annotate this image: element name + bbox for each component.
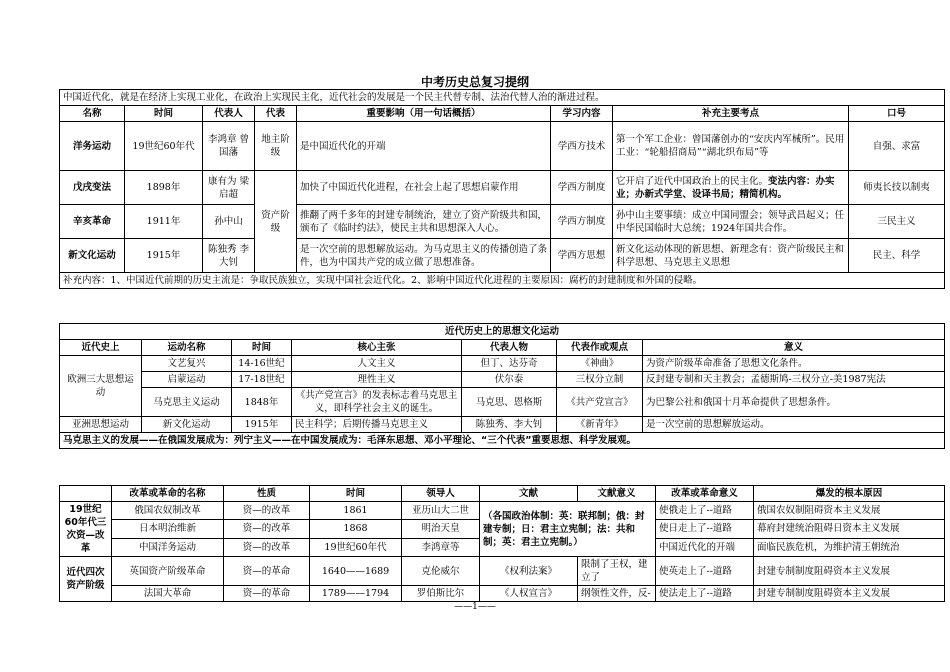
- row-learn: 学西方思想: [551, 239, 613, 273]
- group-label: 近代四次资产阶级: [60, 557, 112, 602]
- col-header: 文献意义: [578, 486, 656, 502]
- row-impact: 是中国近代化的开端: [297, 122, 551, 171]
- col-header: 时间: [125, 106, 203, 122]
- col-header: 近代史上: [60, 340, 142, 356]
- row-doc-meaning: 纲领性文件，反-: [578, 586, 656, 602]
- group-label: 19世纪60年代三次资—改革: [60, 502, 112, 557]
- col-header: 代表: [255, 106, 297, 122]
- row-learn: 学西方制度: [551, 171, 613, 205]
- col-header: 代表人: [203, 106, 255, 122]
- row-name: 辛亥革命: [60, 205, 125, 239]
- row-name: 俄国农奴制改革: [112, 502, 224, 520]
- row-name: 文艺复兴: [142, 356, 232, 372]
- thought-movements-table: [59, 323, 945, 449]
- row-nature: 资—的革命: [224, 557, 310, 586]
- table-row: [60, 239, 945, 273]
- col-header: 核心主张: [292, 340, 462, 356]
- row-people: 但丁、达芬奇: [462, 356, 557, 372]
- row-cause: 封建专制制度阻碍资本主义发展: [754, 557, 945, 586]
- table-row: [60, 417, 945, 433]
- col-header: 改革或革命的名称: [112, 486, 224, 502]
- row-nature: 资—的改革: [224, 520, 310, 538]
- table-row: [60, 388, 945, 417]
- table-row: [60, 356, 945, 372]
- row-learn: 学西方制度: [551, 205, 613, 239]
- row-leader: 亚历山大二世: [402, 502, 480, 520]
- row-cause: 面临民族危机，为维护清王朝统治: [754, 538, 945, 556]
- row-people: 伏尔泰: [462, 372, 557, 388]
- table-row: [60, 205, 945, 239]
- row-people: 李鸿章 曾国藩: [203, 122, 255, 171]
- notes-text: 它开启了近代中国政治上的民主化。: [616, 175, 769, 187]
- row-time: 1868: [310, 520, 402, 538]
- col-header: 学习内容: [551, 106, 613, 122]
- col-header: 名称: [60, 106, 125, 122]
- col-header: 性质: [224, 486, 310, 502]
- row-core: 民主科学；后期传播马克思主义: [292, 417, 462, 433]
- row-name: 日本明治维新: [112, 520, 224, 538]
- row-time: 1848年: [232, 388, 292, 417]
- row-learn: 学西方技术: [551, 122, 613, 171]
- supplement-text: 补充内容：1、中国近代前期的历史主流是：争取民族独立，实现中国社会近代化。2、影响中国近代化进程的主要原因：腐朽的封建制度和外国的侵略。: [60, 273, 945, 289]
- table-row: [60, 586, 945, 602]
- col-header: 运动名称: [142, 340, 232, 356]
- row-slogan: 师夷长技以制夷: [849, 171, 945, 205]
- col-header: 意义: [643, 340, 945, 356]
- row-work: 《共产党宣言》: [557, 388, 643, 417]
- table-header-row: [60, 486, 945, 502]
- row-leader: 克伦威尔: [402, 557, 480, 586]
- row-name: 英国资产阶级革命: [112, 557, 224, 586]
- row-time: 14-16世纪: [232, 356, 292, 372]
- col-header: 领导人: [402, 486, 480, 502]
- col-header: 重要影响（用一句话概括）: [297, 106, 551, 122]
- col-header: 代表人物: [462, 340, 557, 356]
- row-meaning: 使法走上了--道路: [656, 586, 754, 602]
- row-work: 《神曲》: [557, 356, 643, 372]
- group-label: 亚洲思想运动: [60, 417, 142, 433]
- col-header: 补充主要考点: [613, 106, 849, 122]
- row-name: 马克思主义运动: [142, 388, 232, 417]
- row-impact: 是一次空前的思想解放运动。为马克思主义的传播创造了条件，也为中国共产党的成立做了思想准备。: [297, 239, 551, 273]
- row-doc-meaning: 限制了王权，建立了: [578, 557, 656, 586]
- table-row: [60, 557, 945, 586]
- row-time: 1911年: [125, 205, 203, 239]
- notes-bold-text: 变法内容：办实业；办新式学堂、设译书局；精简机构。: [616, 175, 835, 200]
- row-leader: 李鸿章等: [402, 538, 480, 556]
- row-nature: 资—的改革: [224, 502, 310, 520]
- col-header: [60, 486, 112, 502]
- row-leader: 明治天皇: [402, 520, 480, 538]
- page-number: ——1——: [454, 602, 496, 612]
- row-nature: 资—的革命: [224, 586, 310, 602]
- row-docs: 《权利法案》: [480, 557, 578, 586]
- row-work: 《新青年》: [557, 417, 643, 433]
- row-cause: 幕府封建统治阻碍日资本主义发展: [754, 520, 945, 538]
- table-row: [60, 122, 945, 171]
- row-meaning: 使英走上了--道路: [656, 557, 754, 586]
- marxism-footer: 马克思主义的发展——在俄国发展成为：列宁主义——在中国发展成为：毛泽东思想、邓小平理论、“三个代表”重要思想、科学发展观。: [60, 433, 945, 449]
- row-meaning: 为资产阶级革命准备了思想文化条件。: [643, 356, 945, 372]
- row-name: 法国大革命: [112, 586, 224, 602]
- col-header: 爆发的根本原因: [754, 486, 945, 502]
- row-meaning: 中国近代化的开端: [656, 538, 754, 556]
- row-name: 戊戌变法: [60, 171, 125, 205]
- row-impact: 加快了中国近代化进程，在社会上起了思想启蒙作用: [297, 171, 551, 205]
- row-time: 17-18世纪: [232, 372, 292, 388]
- row-meaning: 使日走上了--道路: [656, 520, 754, 538]
- table-header-row: [60, 340, 945, 356]
- row-cause: 封建专制制度阻碍资本主义发展: [754, 586, 945, 602]
- table-row: [60, 372, 945, 388]
- row-impact: 推翻了两千多年的封建专制统治，建立了资产阶级共和国，颁布了《临时约法》，使民主共和思想深入人心。: [297, 205, 551, 239]
- row-slogan: 自强、求富: [849, 122, 945, 171]
- row-time: 1789——1794: [310, 586, 402, 602]
- row-name: 中国洋务运动: [112, 538, 224, 556]
- row-people: 康有为 梁启超: [203, 171, 255, 205]
- row-core: 理性主义: [292, 372, 462, 388]
- row-name: 洋务运动: [60, 122, 125, 171]
- col-header: 时间: [310, 486, 402, 502]
- col-header: 代表作或观点: [557, 340, 643, 356]
- row-core: 人文主义: [292, 356, 462, 372]
- row-time: 1640——1689: [310, 557, 402, 586]
- col-header: 时间: [232, 340, 292, 356]
- table-row: [60, 502, 945, 520]
- row-slogan: 三民主义: [849, 205, 945, 239]
- table-header-row: [60, 106, 945, 122]
- row-notes: [613, 171, 849, 205]
- col-header: 口号: [849, 106, 945, 122]
- col-header: 文献: [480, 486, 578, 502]
- row-time: 1915年: [125, 239, 203, 273]
- row-docs: 《人权宣言》: [480, 586, 578, 602]
- group-label: 欧洲三大思想运动: [60, 356, 142, 417]
- row-meaning: 使俄走上了--道路: [656, 502, 754, 520]
- row-cause: 俄国农奴制阻碍资本主义发展: [754, 502, 945, 520]
- row-notes: 第一个军工企业：曾国藩创办的“安庆内军械所”。民用工业：“轮船招商局”“湖北织布局”等: [613, 122, 849, 171]
- row-name: 新文化运动: [60, 239, 125, 273]
- col-header: 改革或革命意义: [656, 486, 754, 502]
- row-people: 孙中山: [203, 205, 255, 239]
- row-core: 《共产党宣言》的发表标志着马克思主义，即科学社会主义的诞生。: [292, 388, 462, 417]
- row-work: 三权分立制: [557, 372, 643, 388]
- row-name: 启蒙运动: [142, 372, 232, 388]
- row-leader: 罗伯斯比尔: [402, 586, 480, 602]
- modernization-table: [59, 89, 945, 289]
- row-class: 地主阶级: [255, 122, 297, 171]
- row-class: 资产阶级: [255, 171, 297, 273]
- row-time: 1861: [310, 502, 402, 520]
- row-time: 19世纪60年代: [310, 538, 402, 556]
- row-people: 陈独秀、李大钊: [462, 417, 557, 433]
- intro-text: 中国近代化，就是在经济上实现工业化，在政治上实现民主化，近代社会的发展是一个民主代替专制、法治代替人治的渐进过程。: [60, 90, 945, 106]
- document-title: 中考历史总复习提纲: [420, 75, 529, 89]
- row-name: 新文化运动: [142, 417, 232, 433]
- row-meaning: 反封建专制和天主教会；孟德斯鸠-三权分立-美1987宪法: [643, 372, 945, 388]
- political-systems-note: （各国政治体制：英：联邦制；俄：封建专制；日：君主立宪制；法：共和制；英：君主立宪制。）: [480, 502, 656, 557]
- row-time: 19世纪60年代: [125, 122, 203, 171]
- row-nature: 资—的改革: [224, 538, 310, 556]
- row-time: 1898年: [125, 171, 203, 205]
- row-meaning: 是一次空前的思想解放运动。: [643, 417, 945, 433]
- row-slogan: 民主、科学: [849, 239, 945, 273]
- row-time: 1915年: [232, 417, 292, 433]
- table-row: [60, 171, 945, 205]
- table-title: 近代历史上的思想文化运动: [60, 324, 945, 340]
- row-notes: 孙中山主要事绩：成立中国同盟会；领导武昌起义；任中华民国临时大总统；1924年国共合作。: [613, 205, 849, 239]
- row-meaning: 为巴黎公社和俄国十月革命提供了思想条件。: [643, 388, 945, 417]
- reforms-revolutions-table: [59, 485, 945, 602]
- row-people: 马克思、恩格斯: [462, 388, 557, 417]
- row-people: 陈独秀 李大钊: [203, 239, 255, 273]
- row-notes: 新文化运动体现的新思想、新理念有：资产阶级民主和科学思想、马克思主义思想: [613, 239, 849, 273]
